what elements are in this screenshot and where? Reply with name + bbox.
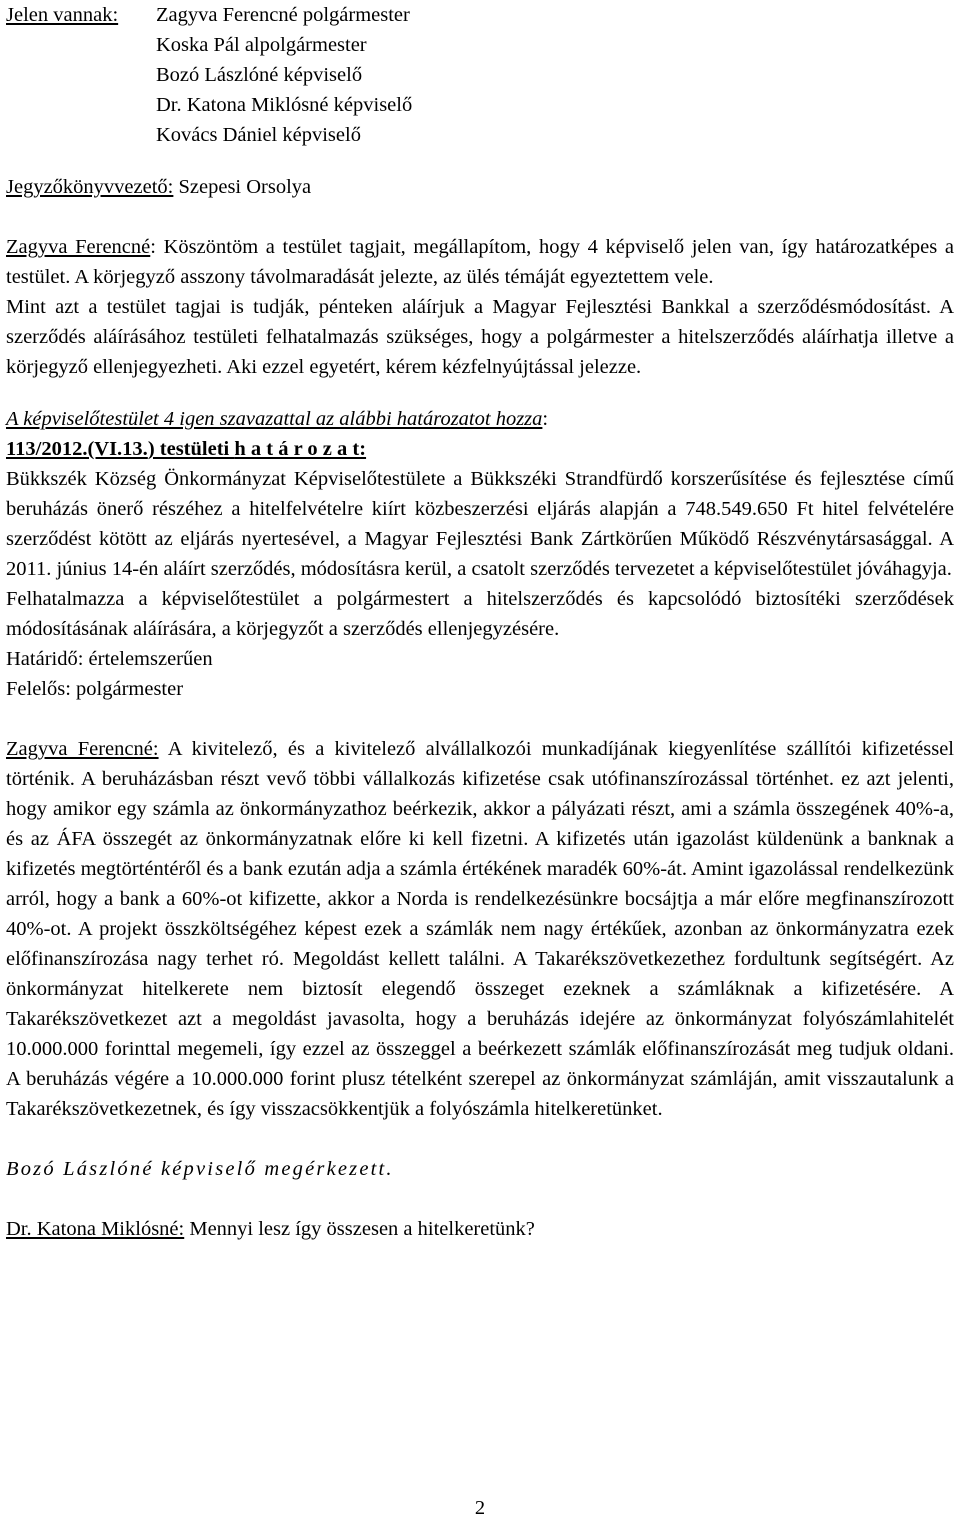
vote-colon: :	[542, 408, 549, 430]
speech-3-speaker: Dr. Katona Miklósné:	[6, 1218, 185, 1240]
speech-3	[6, 1214, 954, 1244]
speech-1-speaker: Zagyva Ferencné	[6, 236, 151, 258]
recorder-label: Jegyzőkönyvvezető:	[6, 176, 174, 198]
attendees-label: Jelen vannak:	[6, 4, 119, 26]
arrival-note: Bozó Lászlóné képviselő megérkezett.	[6, 1158, 394, 1180]
vote-text: A képviselőtestület 4 igen szavazattal az alábbi határozatot hozza	[6, 408, 543, 430]
attendee-1: Zagyva Ferencné polgármester	[156, 4, 410, 26]
speech-1	[6, 232, 954, 292]
attendee-5: Kovács Dániel képviselő	[156, 124, 361, 146]
resolution-body-1: Bükkszék Község Önkormányzat Képviselőtestülete a Bükkszéki Strandfürdő korszerűsítése és fejlesztése című beruházás önerő részéhez a hitelfelvételre kiírt közbeszerzési eljárás alapján a 748.549.650 Ft hitel felvételére szerződést kötött az eljárás nyertesével, a Magyar Fejlesztési Bank Zártkörűen Működő Részvénytársasággal. A 2011. június 14-én aláírt szerződés, módosításra kerül, a csatolt szerződés tervezetet a képviselőtestület jóváhagyja.	[6, 468, 954, 580]
attendee-4: Dr. Katona Miklósné képviselő	[156, 94, 413, 116]
resolution-responsible: Felelős: polgármester	[6, 678, 184, 700]
speech-3-text: Mennyi lesz így összesen a hitelkeretünk?	[184, 1218, 535, 1240]
resolution-deadline: Határidő: értelemszerűen	[6, 648, 213, 670]
resolution-body-2: Felhatalmazza a képviselőtestület a polgármestert a hitelszerződés és kapcsolódó biztosítéki szerződések módosításának aláírására, a körjegyzőt a szerződés ellenjegyzésére.	[6, 588, 954, 640]
attendees-block	[6, 0, 954, 150]
attendee-2: Koska Pál alpolgármester	[156, 34, 367, 56]
resolution-title	[6, 434, 954, 464]
resolution-title-rest: ) testületi	[147, 438, 235, 460]
recorder-line	[6, 172, 954, 202]
document-page	[6, 0, 954, 1244]
vote-line	[6, 404, 954, 434]
attendees-list	[156, 0, 412, 150]
page-number: 2	[474, 1497, 486, 1519]
speech-2-speaker: Zagyva Ferencné:	[6, 738, 159, 760]
speech-2-text: A kivitelező, és a kivitelező alvállalkozói munkadíjának kiegyenlítése szállítói kifizetéssel történik. A beruházásban részt vevő többi vállalkozás kifizetése csak utófinanszírozással történhet. ez azt jelenti, hogy amikor egy számla az önkormányzathoz beérkezik, akkor a pályázati részt, ami a számla összegének 40%-a, és az ÁFA összegét az önkormányzatnak előre ki kell fizetni. A kifizetés után igazolást küldenünk a banknak a kifizetés megtörténtéről és a bank ezután adja a számla értékének maradék 60%-át. Amint igazolással rendelkezünk arról, hogy a bank a 60%-ot kifizette, akkor a Norda is rendelkezésünkre bocsájtja a már előre megfinanszírozott 40%-ot. A projekt összköltségéhez képest ezek a számlák nem nagy értékűek, azonban az önkormányzatra ezek előfinanszírozása nagy terhet ró. Megoldást kellett találni. A Takarékszövetkezethez fordultunk segítségért. Az önkormányzat hitelkerete nem biztosít elegendő összeget ezeknek a számláknak a kifizetésére. A Takarékszövetkezet azt a megoldást javasolta, hogy a beruházás idejére az önkormányzat folyószámlahitelét 10.000.000 forinttal megemeli, így ezzel az összeggel a beérkezett számlák előfinanszírozását meg tudjuk oldani. A beruházás végére a 10.000.000 forint plusz tételként szerepel az önkormányzat számláján, amit visszautalunk a Takarékszövetkezetnek, és így visszacsökkentjük a folyószámla hitelkeretünket.	[6, 738, 954, 1120]
resolution-number: 113/2012.(VI.13.	[6, 438, 148, 460]
speech-1-paragraph-2: Mint azt a testület tagjai is tudják, pénteken aláírjuk a Magyar Fejlesztési Bankkal a szerződésmódosítást. A szerződés aláírásához testületi felhatalmazás szükséges, hogy a polgármester a hitelszerződés aláírhatja illetve a körjegyző ellenjegyezheti. Aki ezzel egyetért, kérem kézfelnyújtással jelezze.	[6, 296, 954, 378]
resolution-heading: h a t á r o z a t:	[234, 438, 367, 460]
speech-1-text: : Köszöntöm a testület tagjait, megállapítom, hogy 4 képviselő jelen van, így határozatképes a testület. A körjegyző asszony távolmaradását jelezte, az ülés témáját egyeztettem vele.	[6, 236, 955, 288]
recorder-name: Szepesi Orsolya	[173, 176, 312, 198]
speech-2	[6, 734, 954, 1124]
attendee-3: Bozó Lászlóné képviselő	[156, 64, 363, 86]
